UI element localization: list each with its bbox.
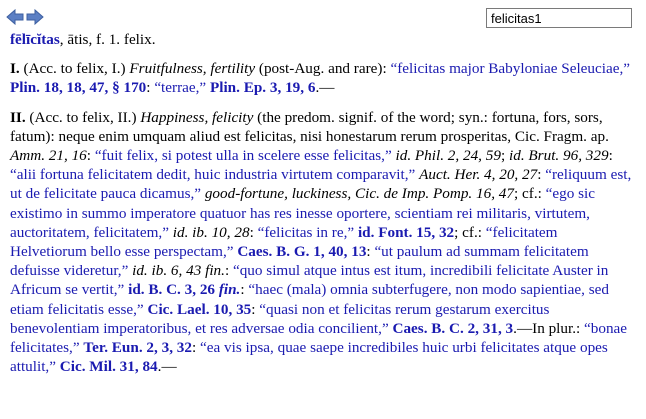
text: .—In plur.: [513, 319, 585, 337]
citation-link[interactable]: Plin. 18, 18, 47, § 170 [10, 79, 147, 97]
quote-link[interactable]: “reliquum est, ut de felicitate pauca dicamus,” [10, 166, 632, 203]
text: : [537, 166, 546, 184]
grammar-info: , ātis, f. 1. felix. [59, 31, 156, 48]
text: : [608, 147, 613, 165]
citation-link[interactable]: Caes. B. G. 1, 40, 13 [237, 243, 367, 261]
quote-link[interactable]: “fuit felix, si potest ulla in scelere esse felicitas,” [94, 147, 392, 165]
quote-link[interactable]: “felicitatem Helvetiorum bello esse perspectam,” [10, 223, 558, 261]
quote-link[interactable]: “terrae,” [154, 79, 207, 97]
citation-link[interactable]: Cic. Mil. 31, 84 [59, 358, 158, 376]
quote-link[interactable]: “haec (mala) omnia subterfugere, non modo sapientiae, sed etiam felicitatis esse,” [10, 281, 609, 318]
quote-link[interactable]: “quo simul atque intus est itum, incredibili felicitate Auster in Africum se vertit,” [10, 262, 609, 299]
text: (Acc. to felix, I.) [19, 60, 130, 78]
citation: id. Phil. 2, 24, 59 [395, 147, 501, 165]
quote-link[interactable]: “ego sic existimo in summo imperatore quatuor has res inesse oportere, scientiam rei militaris, virtutem, auctoritatem, felicitatem,” [10, 185, 595, 241]
gloss: good-fortune, luckiness, Cic. de Imp. Pomp. 16, 47 [204, 185, 514, 203]
text: ; cf.: [514, 185, 546, 203]
citation-link[interactable]: Plin. Ep. 3, 19, 6 [209, 79, 316, 97]
gloss: Fruitfulness, fertility [129, 60, 256, 78]
gloss: Happiness, felicity [140, 108, 254, 126]
sense-1 [10, 59, 636, 97]
sense-number: I. [10, 60, 20, 78]
citation: id. Brut. 96, 329 [509, 147, 609, 165]
text: : [249, 223, 258, 241]
quote-link[interactable]: “ut paulum ad summam felicitatem defuisse videretur,” [10, 243, 589, 280]
citation-link[interactable]: Cic. Lael. 10, 35 [147, 300, 252, 318]
text: (Acc. to felix, II.) [25, 108, 141, 126]
quote-link[interactable]: “felicitas major Babyloniae Seleuciae,” [390, 60, 630, 78]
text: ; [500, 147, 509, 165]
entry-header [10, 30, 636, 49]
citation-link[interactable]: id. Font. 15, 32 [357, 223, 455, 241]
citation: id. ib. 6, 43 fin. [132, 262, 225, 280]
text: .— [157, 358, 177, 376]
citation: Amm. 21, 16 [10, 147, 87, 165]
text: : [224, 262, 233, 280]
text: (post-Aug. and rare): [255, 60, 391, 78]
text: : [146, 79, 155, 97]
text: : [86, 147, 95, 165]
quote-link[interactable]: “alii fortuna felicitatem dedit, huic industria virtutem comparavit,” [10, 166, 416, 184]
back-arrow-icon[interactable] [6, 9, 24, 25]
sense-2 [10, 108, 636, 377]
text: : [366, 243, 375, 261]
citation-link[interactable]: Caes. B. C. 2, 31, 3 [392, 319, 514, 337]
dictionary-entry [10, 30, 636, 386]
text: .— [315, 79, 335, 97]
forward-arrow-icon[interactable] [26, 9, 44, 25]
toolbar [0, 0, 646, 34]
citation-link[interactable] [128, 281, 240, 298]
text: (the predom. signif. of the word; syn.: fortuna, fors, sors, fatum): neque enim umquam aliud est felicitas, nisi honestarum rerum prosperitas, Cic. Fragm. ap. [10, 108, 609, 145]
headword: fēlīcĭtas [10, 31, 60, 48]
text: : [191, 339, 201, 357]
citation: Auct. Her. 4, 20, 27 [419, 166, 538, 184]
search-input[interactable] [486, 8, 632, 28]
citation: id. ib. 10, 28 [172, 223, 250, 241]
quote-link[interactable]: “bonae felicitates,” [10, 319, 628, 357]
citation-link-text: id. B. C. 3, 26 [128, 281, 219, 299]
text: : [251, 300, 260, 318]
text: ; cf.: [454, 223, 486, 241]
citation-link-fin: fin. [218, 281, 241, 299]
quote-link[interactable]: “ea vis ipsa, quae saepe incredibiles huic urbi felicitates atque opes attulit,” [10, 339, 608, 376]
sense-number: II. [10, 108, 26, 126]
citation-link[interactable]: Ter. Eun. 2, 3, 32 [83, 339, 192, 357]
text: : [240, 281, 249, 299]
quote-link[interactable]: “quasi non et felicitas rerum gestarum exercitus benevolentiam imperatoribus, et res adversae odia concilient,” [10, 300, 550, 337]
quote-link[interactable]: “felicitas in re,” [257, 223, 355, 241]
